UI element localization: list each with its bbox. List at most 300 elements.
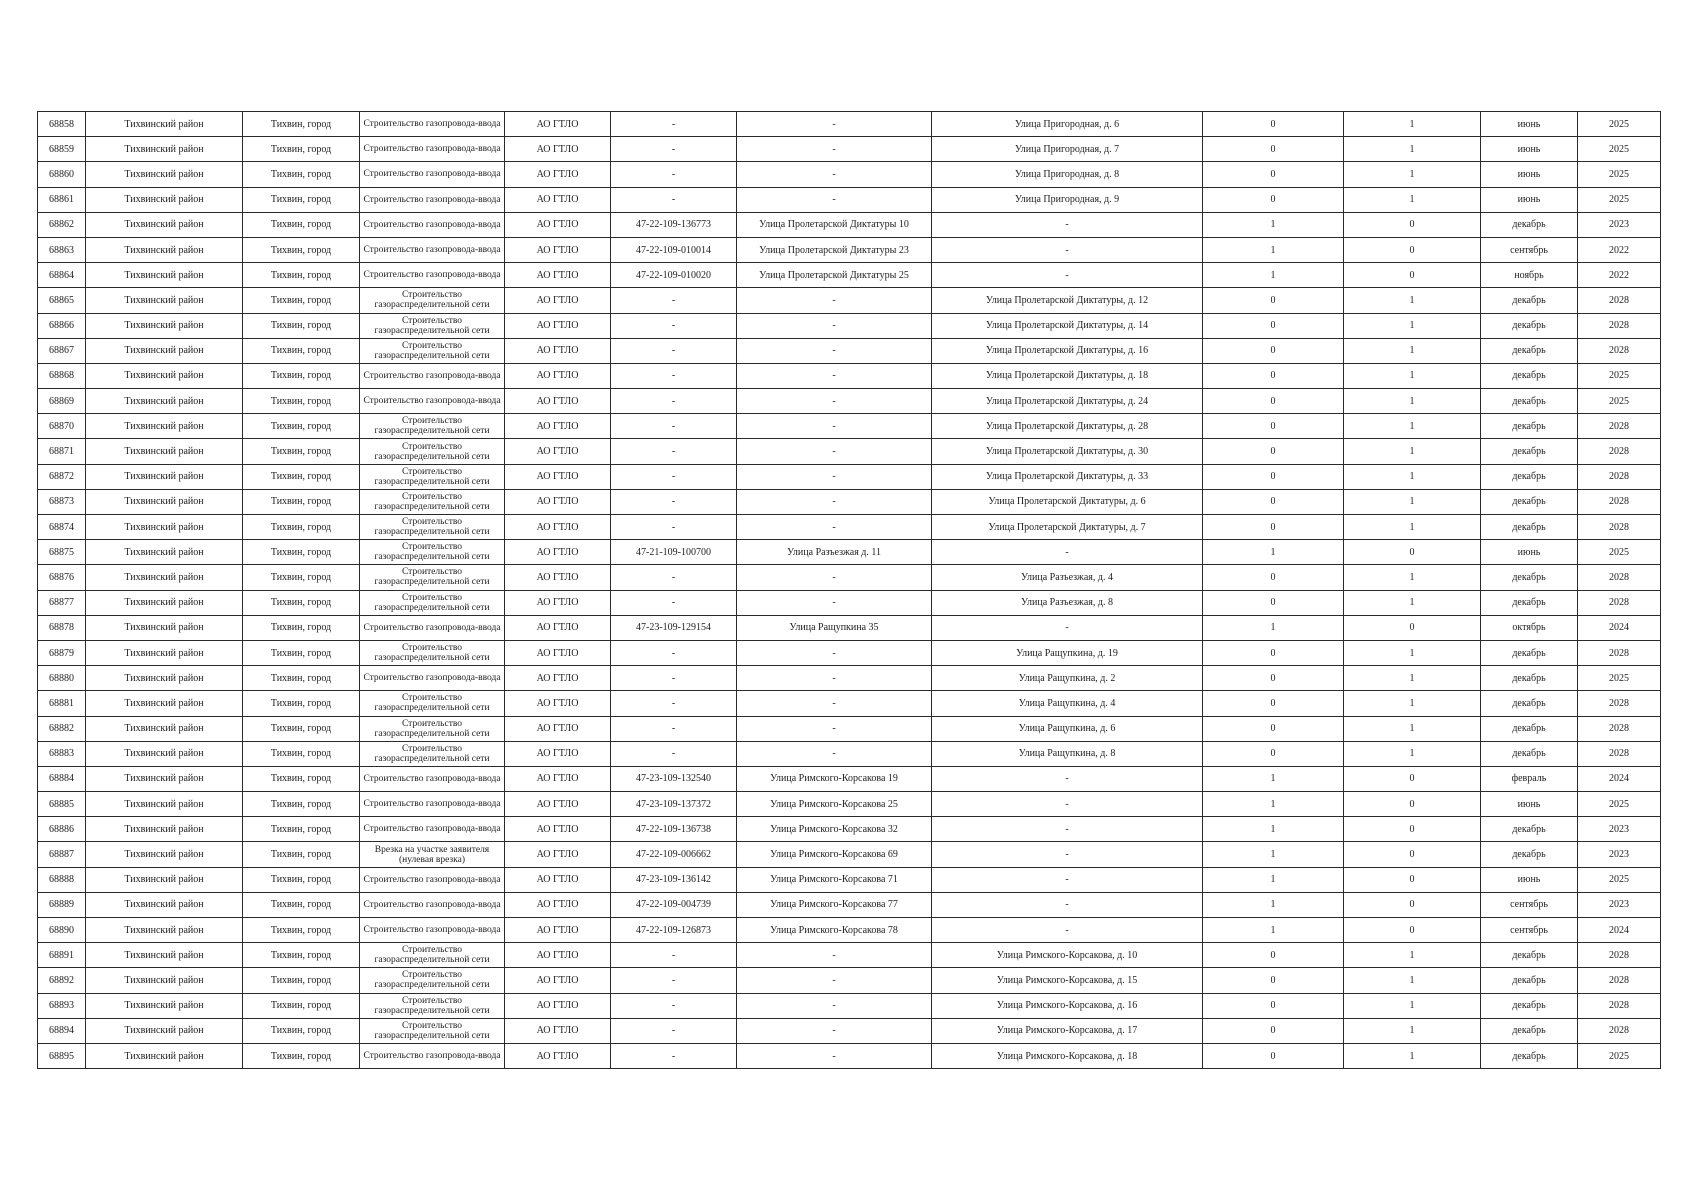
object-address-cell: - xyxy=(737,968,932,993)
planned-address-cell: - xyxy=(932,766,1203,791)
count-a-cell: 0 xyxy=(1203,590,1344,615)
district-cell: Тихвинский район xyxy=(86,968,243,993)
month-cell: декабрь xyxy=(1481,389,1578,414)
year-cell: 2028 xyxy=(1578,313,1661,338)
planned-address-cell: Улица Пролетарской Диктатуры, д. 14 xyxy=(932,313,1203,338)
table-row xyxy=(38,716,1661,741)
table-row xyxy=(38,741,1661,766)
month-cell: сентябрь xyxy=(1481,892,1578,917)
district-cell: Тихвинский район xyxy=(86,187,243,212)
district-cell: Тихвинский район xyxy=(86,792,243,817)
year-cell: 2025 xyxy=(1578,162,1661,187)
month-cell: декабрь xyxy=(1481,968,1578,993)
cadastral-number-cell: - xyxy=(611,741,737,766)
table-row xyxy=(38,515,1661,540)
row-id-cell: 68858 xyxy=(38,112,86,137)
planned-address-cell: - xyxy=(932,540,1203,565)
district-cell: Тихвинский район xyxy=(86,892,243,917)
object-address-cell: - xyxy=(737,565,932,590)
month-cell: декабрь xyxy=(1481,515,1578,540)
count-b-cell: 1 xyxy=(1344,1018,1481,1043)
month-cell: декабрь xyxy=(1481,716,1578,741)
count-a-cell: 0 xyxy=(1203,414,1344,439)
count-a-cell: 0 xyxy=(1203,640,1344,665)
work-type-cell: Строительство газопровода-ввода xyxy=(360,112,505,137)
district-cell: Тихвинский район xyxy=(86,162,243,187)
cadastral-number-cell: - xyxy=(611,640,737,665)
table-row xyxy=(38,993,1661,1018)
object-address-cell: - xyxy=(737,741,932,766)
settlement-cell: Тихвин, город xyxy=(243,515,360,540)
row-id-cell: 68888 xyxy=(38,867,86,892)
organization-cell: АО ГТЛО xyxy=(505,691,611,716)
district-cell: Тихвинский район xyxy=(86,817,243,842)
cadastral-number-cell: - xyxy=(611,515,737,540)
row-id-cell: 68886 xyxy=(38,817,86,842)
month-cell: декабрь xyxy=(1481,1043,1578,1068)
count-b-cell: 1 xyxy=(1344,993,1481,1018)
object-address-cell: Улица Римского-Корсакова 71 xyxy=(737,867,932,892)
count-a-cell: 0 xyxy=(1203,489,1344,514)
table-row xyxy=(38,968,1661,993)
cadastral-number-cell: 47-23-109-129154 xyxy=(611,615,737,640)
object-address-cell: - xyxy=(737,1043,932,1068)
cadastral-number-cell: 47-23-109-136142 xyxy=(611,867,737,892)
object-address-cell: - xyxy=(737,993,932,1018)
district-cell: Тихвинский район xyxy=(86,716,243,741)
cadastral-number-cell: - xyxy=(611,313,737,338)
organization-cell: АО ГТЛО xyxy=(505,414,611,439)
object-address-cell: Улица Римского-Корсакова 25 xyxy=(737,792,932,817)
table-row xyxy=(38,237,1661,262)
work-type-cell: Строительство газораспределительной сети xyxy=(360,464,505,489)
month-cell: декабрь xyxy=(1481,489,1578,514)
work-type-cell: Строительство газопровода-ввода xyxy=(360,766,505,791)
row-id-cell: 68883 xyxy=(38,741,86,766)
object-address-cell: Улица Римского-Корсакова 19 xyxy=(737,766,932,791)
settlement-cell: Тихвин, город xyxy=(243,943,360,968)
count-b-cell: 0 xyxy=(1344,263,1481,288)
organization-cell: АО ГТЛО xyxy=(505,867,611,892)
work-type-cell: Строительство газораспределительной сети xyxy=(360,993,505,1018)
count-a-cell: 0 xyxy=(1203,1018,1344,1043)
table-row xyxy=(38,918,1661,943)
year-cell: 2028 xyxy=(1578,716,1661,741)
planned-address-cell: Улица Ращупкина, д. 19 xyxy=(932,640,1203,665)
month-cell: декабрь xyxy=(1481,313,1578,338)
row-id-cell: 68868 xyxy=(38,363,86,388)
work-type-cell: Строительство газопровода-ввода xyxy=(360,162,505,187)
row-id-cell: 68882 xyxy=(38,716,86,741)
cadastral-number-cell: - xyxy=(611,1018,737,1043)
table-row xyxy=(38,112,1661,137)
year-cell: 2028 xyxy=(1578,464,1661,489)
cadastral-number-cell: 47-22-109-136738 xyxy=(611,817,737,842)
year-cell: 2028 xyxy=(1578,565,1661,590)
planned-address-cell: - xyxy=(932,867,1203,892)
year-cell: 2028 xyxy=(1578,1018,1661,1043)
planned-address-cell: - xyxy=(932,237,1203,262)
settlement-cell: Тихвин, город xyxy=(243,112,360,137)
work-type-cell: Строительство газораспределительной сети xyxy=(360,943,505,968)
count-a-cell: 0 xyxy=(1203,691,1344,716)
count-b-cell: 0 xyxy=(1344,817,1481,842)
count-b-cell: 1 xyxy=(1344,640,1481,665)
district-cell: Тихвинский район xyxy=(86,212,243,237)
planned-address-cell: - xyxy=(932,263,1203,288)
work-type-cell: Строительство газораспределительной сети xyxy=(360,565,505,590)
table-row xyxy=(38,489,1661,514)
month-cell: декабрь xyxy=(1481,212,1578,237)
count-b-cell: 1 xyxy=(1344,565,1481,590)
month-cell: декабрь xyxy=(1481,817,1578,842)
row-id-cell: 68893 xyxy=(38,993,86,1018)
planned-address-cell: - xyxy=(932,212,1203,237)
table-row xyxy=(38,817,1661,842)
year-cell: 2028 xyxy=(1578,338,1661,363)
organization-cell: АО ГТЛО xyxy=(505,640,611,665)
organization-cell: АО ГТЛО xyxy=(505,666,611,691)
object-address-cell: - xyxy=(737,363,932,388)
year-cell: 2025 xyxy=(1578,389,1661,414)
object-address-cell: Улица Пролетарской Диктатуры 25 xyxy=(737,263,932,288)
district-cell: Тихвинский район xyxy=(86,1018,243,1043)
object-address-cell: - xyxy=(737,515,932,540)
organization-cell: АО ГТЛО xyxy=(505,489,611,514)
district-cell: Тихвинский район xyxy=(86,918,243,943)
row-id-cell: 68871 xyxy=(38,439,86,464)
month-cell: декабрь xyxy=(1481,414,1578,439)
row-id-cell: 68881 xyxy=(38,691,86,716)
work-type-cell: Строительство газопровода-ввода xyxy=(360,1043,505,1068)
object-address-cell: - xyxy=(737,489,932,514)
planned-address-cell: Улица Пролетарской Диктатуры, д. 28 xyxy=(932,414,1203,439)
work-type-cell: Строительство газопровода-ввода xyxy=(360,212,505,237)
settlement-cell: Тихвин, город xyxy=(243,640,360,665)
district-cell: Тихвинский район xyxy=(86,867,243,892)
row-id-cell: 68873 xyxy=(38,489,86,514)
cadastral-number-cell: 47-23-109-137372 xyxy=(611,792,737,817)
count-a-cell: 1 xyxy=(1203,615,1344,640)
settlement-cell: Тихвин, город xyxy=(243,464,360,489)
work-type-cell: Строительство газопровода-ввода xyxy=(360,792,505,817)
row-id-cell: 68866 xyxy=(38,313,86,338)
planned-address-cell: Улица Римского-Корсакова, д. 15 xyxy=(932,968,1203,993)
table-row xyxy=(38,943,1661,968)
table-row xyxy=(38,842,1661,867)
object-address-cell: Улица Римского-Корсакова 77 xyxy=(737,892,932,917)
count-b-cell: 1 xyxy=(1344,489,1481,514)
object-address-cell: - xyxy=(737,112,932,137)
count-b-cell: 0 xyxy=(1344,766,1481,791)
planned-address-cell: Улица Пролетарской Диктатуры, д. 7 xyxy=(932,515,1203,540)
object-address-cell: - xyxy=(737,288,932,313)
settlement-cell: Тихвин, город xyxy=(243,615,360,640)
organization-cell: АО ГТЛО xyxy=(505,766,611,791)
row-id-cell: 68872 xyxy=(38,464,86,489)
count-a-cell: 1 xyxy=(1203,842,1344,867)
year-cell: 2025 xyxy=(1578,666,1661,691)
object-address-cell: - xyxy=(737,389,932,414)
cadastral-number-cell: - xyxy=(611,489,737,514)
year-cell: 2028 xyxy=(1578,741,1661,766)
table-row xyxy=(38,263,1661,288)
cadastral-number-cell: - xyxy=(611,363,737,388)
row-id-cell: 68861 xyxy=(38,187,86,212)
row-id-cell: 68884 xyxy=(38,766,86,791)
district-cell: Тихвинский район xyxy=(86,666,243,691)
count-b-cell: 1 xyxy=(1344,112,1481,137)
count-b-cell: 1 xyxy=(1344,338,1481,363)
planned-address-cell: Улица Пролетарской Диктатуры, д. 18 xyxy=(932,363,1203,388)
object-address-cell: - xyxy=(737,439,932,464)
count-b-cell: 1 xyxy=(1344,741,1481,766)
count-b-cell: 1 xyxy=(1344,162,1481,187)
work-type-cell: Строительство газораспределительной сети xyxy=(360,741,505,766)
district-cell: Тихвинский район xyxy=(86,288,243,313)
organization-cell: АО ГТЛО xyxy=(505,792,611,817)
table-row xyxy=(38,792,1661,817)
cadastral-number-cell: 47-22-109-136773 xyxy=(611,212,737,237)
district-cell: Тихвинский район xyxy=(86,313,243,338)
month-cell: декабрь xyxy=(1481,464,1578,489)
organization-cell: АО ГТЛО xyxy=(505,112,611,137)
settlement-cell: Тихвин, город xyxy=(243,766,360,791)
row-id-cell: 68879 xyxy=(38,640,86,665)
cadastral-number-cell: - xyxy=(611,414,737,439)
settlement-cell: Тихвин, город xyxy=(243,867,360,892)
cadastral-number-cell: 47-22-109-126873 xyxy=(611,918,737,943)
year-cell: 2025 xyxy=(1578,867,1661,892)
year-cell: 2023 xyxy=(1578,892,1661,917)
table-row xyxy=(38,137,1661,162)
count-a-cell: 0 xyxy=(1203,162,1344,187)
cadastral-number-cell: - xyxy=(611,112,737,137)
row-id-cell: 68878 xyxy=(38,615,86,640)
table-row xyxy=(38,766,1661,791)
work-type-cell: Строительство газораспределительной сети xyxy=(360,640,505,665)
object-address-cell: Улица Римского-Корсакова 78 xyxy=(737,918,932,943)
count-a-cell: 0 xyxy=(1203,338,1344,363)
district-cell: Тихвинский район xyxy=(86,414,243,439)
month-cell: декабрь xyxy=(1481,691,1578,716)
planned-address-cell: Улица Пригородная, д. 8 xyxy=(932,162,1203,187)
month-cell: декабрь xyxy=(1481,993,1578,1018)
count-a-cell: 1 xyxy=(1203,540,1344,565)
count-a-cell: 1 xyxy=(1203,918,1344,943)
planned-address-cell: Улица Пригородная, д. 7 xyxy=(932,137,1203,162)
district-cell: Тихвинский район xyxy=(86,489,243,514)
planned-address-cell: Улица Пригородная, д. 6 xyxy=(932,112,1203,137)
count-b-cell: 1 xyxy=(1344,968,1481,993)
year-cell: 2028 xyxy=(1578,414,1661,439)
settlement-cell: Тихвин, город xyxy=(243,565,360,590)
planned-address-cell: Улица Пригородная, д. 9 xyxy=(932,187,1203,212)
table-row xyxy=(38,414,1661,439)
settlement-cell: Тихвин, город xyxy=(243,590,360,615)
settlement-cell: Тихвин, город xyxy=(243,187,360,212)
year-cell: 2028 xyxy=(1578,968,1661,993)
cadastral-number-cell: - xyxy=(611,590,737,615)
organization-cell: АО ГТЛО xyxy=(505,1018,611,1043)
object-address-cell: - xyxy=(737,590,932,615)
cadastral-number-cell: - xyxy=(611,968,737,993)
count-b-cell: 1 xyxy=(1344,288,1481,313)
work-type-cell: Строительство газораспределительной сети xyxy=(360,414,505,439)
cadastral-number-cell: 47-23-109-132540 xyxy=(611,766,737,791)
month-cell: декабрь xyxy=(1481,640,1578,665)
table-body xyxy=(38,112,1661,1069)
year-cell: 2023 xyxy=(1578,817,1661,842)
month-cell: июнь xyxy=(1481,540,1578,565)
row-id-cell: 68869 xyxy=(38,389,86,414)
month-cell: декабрь xyxy=(1481,842,1578,867)
work-type-cell: Строительство газораспределительной сети xyxy=(360,590,505,615)
settlement-cell: Тихвин, город xyxy=(243,1018,360,1043)
count-a-cell: 0 xyxy=(1203,1043,1344,1068)
count-b-cell: 0 xyxy=(1344,237,1481,262)
table-row xyxy=(38,1018,1661,1043)
count-a-cell: 0 xyxy=(1203,439,1344,464)
cadastral-number-cell: 47-22-109-010020 xyxy=(611,263,737,288)
work-type-cell: Строительство газораспределительной сети xyxy=(360,439,505,464)
settlement-cell: Тихвин, город xyxy=(243,389,360,414)
count-b-cell: 0 xyxy=(1344,212,1481,237)
count-a-cell: 0 xyxy=(1203,993,1344,1018)
cadastral-number-cell: - xyxy=(611,464,737,489)
count-b-cell: 0 xyxy=(1344,842,1481,867)
row-id-cell: 68865 xyxy=(38,288,86,313)
settlement-cell: Тихвин, город xyxy=(243,968,360,993)
work-type-cell: Строительство газораспределительной сети xyxy=(360,338,505,363)
count-a-cell: 0 xyxy=(1203,137,1344,162)
month-cell: сентябрь xyxy=(1481,237,1578,262)
district-cell: Тихвинский район xyxy=(86,993,243,1018)
organization-cell: АО ГТЛО xyxy=(505,515,611,540)
object-address-cell: - xyxy=(737,943,932,968)
planned-address-cell: Улица Римского-Корсакова, д. 17 xyxy=(932,1018,1203,1043)
work-type-cell: Строительство газопровода-ввода xyxy=(360,892,505,917)
cadastral-number-cell: 47-22-109-010014 xyxy=(611,237,737,262)
count-b-cell: 0 xyxy=(1344,615,1481,640)
work-type-cell: Строительство газораспределительной сети xyxy=(360,515,505,540)
table-row xyxy=(38,464,1661,489)
organization-cell: АО ГТЛО xyxy=(505,313,611,338)
count-b-cell: 0 xyxy=(1344,892,1481,917)
organization-cell: АО ГТЛО xyxy=(505,288,611,313)
work-type-cell: Строительство газораспределительной сети xyxy=(360,716,505,741)
organization-cell: АО ГТЛО xyxy=(505,842,611,867)
count-b-cell: 1 xyxy=(1344,1043,1481,1068)
organization-cell: АО ГТЛО xyxy=(505,363,611,388)
settlement-cell: Тихвин, город xyxy=(243,666,360,691)
work-type-cell: Строительство газопровода-ввода xyxy=(360,817,505,842)
work-type-cell: Строительство газопровода-ввода xyxy=(360,389,505,414)
settlement-cell: Тихвин, город xyxy=(243,540,360,565)
count-a-cell: 0 xyxy=(1203,363,1344,388)
table-row xyxy=(38,867,1661,892)
count-b-cell: 0 xyxy=(1344,540,1481,565)
organization-cell: АО ГТЛО xyxy=(505,540,611,565)
count-b-cell: 1 xyxy=(1344,666,1481,691)
work-type-cell: Строительство газопровода-ввода xyxy=(360,237,505,262)
settlement-cell: Тихвин, город xyxy=(243,691,360,716)
planned-address-cell: - xyxy=(932,615,1203,640)
row-id-cell: 68874 xyxy=(38,515,86,540)
year-cell: 2025 xyxy=(1578,363,1661,388)
organization-cell: АО ГТЛО xyxy=(505,943,611,968)
count-a-cell: 1 xyxy=(1203,792,1344,817)
table-row xyxy=(38,615,1661,640)
cadastral-number-cell: 47-21-109-100700 xyxy=(611,540,737,565)
year-cell: 2024 xyxy=(1578,615,1661,640)
month-cell: февраль xyxy=(1481,766,1578,791)
settlement-cell: Тихвин, город xyxy=(243,842,360,867)
count-a-cell: 1 xyxy=(1203,766,1344,791)
year-cell: 2024 xyxy=(1578,918,1661,943)
row-id-cell: 68891 xyxy=(38,943,86,968)
district-cell: Тихвинский район xyxy=(86,338,243,363)
month-cell: декабрь xyxy=(1481,741,1578,766)
settlement-cell: Тихвин, город xyxy=(243,162,360,187)
planned-address-cell: - xyxy=(932,817,1203,842)
settlement-cell: Тихвин, город xyxy=(243,741,360,766)
month-cell: декабрь xyxy=(1481,1018,1578,1043)
cadastral-number-cell: - xyxy=(611,338,737,363)
planned-address-cell: Улица Разъезжая, д. 8 xyxy=(932,590,1203,615)
month-cell: июнь xyxy=(1481,792,1578,817)
cadastral-number-cell: - xyxy=(611,565,737,590)
count-b-cell: 1 xyxy=(1344,363,1481,388)
settlement-cell: Тихвин, город xyxy=(243,817,360,842)
count-a-cell: 0 xyxy=(1203,464,1344,489)
object-address-cell: - xyxy=(737,338,932,363)
district-cell: Тихвинский район xyxy=(86,691,243,716)
table-row xyxy=(38,389,1661,414)
count-a-cell: 0 xyxy=(1203,565,1344,590)
year-cell: 2025 xyxy=(1578,187,1661,212)
planned-address-cell: - xyxy=(932,842,1203,867)
cadastral-number-cell: - xyxy=(611,716,737,741)
year-cell: 2025 xyxy=(1578,1043,1661,1068)
settlement-cell: Тихвин, город xyxy=(243,212,360,237)
district-cell: Тихвинский район xyxy=(86,540,243,565)
organization-cell: АО ГТЛО xyxy=(505,565,611,590)
planned-address-cell: - xyxy=(932,918,1203,943)
table-row xyxy=(38,313,1661,338)
object-address-cell: Улица Римского-Корсакова 32 xyxy=(737,817,932,842)
organization-cell: АО ГТЛО xyxy=(505,918,611,943)
object-address-cell: - xyxy=(737,414,932,439)
object-address-cell: - xyxy=(737,137,932,162)
settlement-cell: Тихвин, город xyxy=(243,1043,360,1068)
count-a-cell: 0 xyxy=(1203,716,1344,741)
table-row xyxy=(38,439,1661,464)
month-cell: декабрь xyxy=(1481,439,1578,464)
planned-address-cell: Улица Римского-Корсакова, д. 18 xyxy=(932,1043,1203,1068)
district-cell: Тихвинский район xyxy=(86,1043,243,1068)
work-type-cell: Строительство газораспределительной сети xyxy=(360,691,505,716)
year-cell: 2028 xyxy=(1578,640,1661,665)
year-cell: 2028 xyxy=(1578,288,1661,313)
table-row xyxy=(38,1043,1661,1068)
row-id-cell: 68876 xyxy=(38,565,86,590)
cadastral-number-cell: 47-22-109-006662 xyxy=(611,842,737,867)
row-id-cell: 68875 xyxy=(38,540,86,565)
row-id-cell: 68859 xyxy=(38,137,86,162)
count-a-cell: 0 xyxy=(1203,666,1344,691)
district-cell: Тихвинский район xyxy=(86,640,243,665)
